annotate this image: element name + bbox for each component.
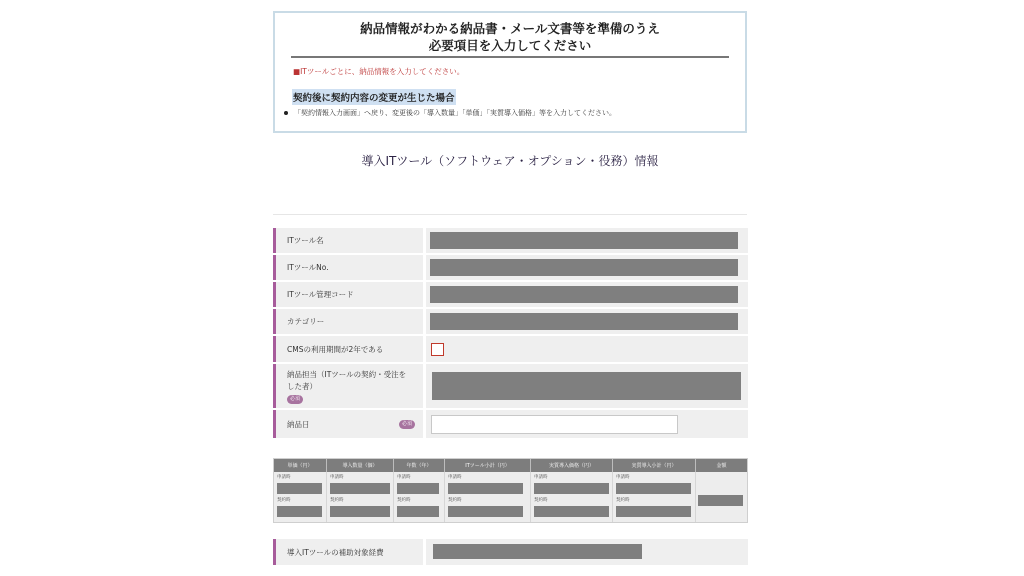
tool-subtotal-application-value — [448, 483, 523, 494]
tool-name-label: ITツール名 — [273, 228, 423, 253]
form-row-subsidy-expense — [273, 539, 748, 565]
notice-title — [275, 20, 745, 54]
subsidy-expense-field — [426, 539, 748, 565]
delivery-person-field — [426, 364, 748, 408]
cms-label: CMSの利用期間が2年である — [273, 336, 423, 362]
col-amount — [696, 472, 747, 522]
notice-box — [273, 11, 747, 133]
tool-no-field — [426, 255, 748, 280]
notice-title-line1: 納品情報がわかる納品書・メール文書等を準備のうえ — [360, 21, 660, 36]
cms-checkbox[interactable] — [431, 343, 444, 356]
subsidy-expense-value — [433, 544, 642, 559]
header-actual-price: 実質導入価格（円） — [531, 459, 613, 472]
form-row-category — [273, 309, 748, 334]
header-tool-subtotal: ITツール小計（円） — [445, 459, 531, 472]
pricing-table — [273, 458, 748, 523]
tool-name-value — [430, 232, 738, 249]
category-field — [426, 309, 748, 334]
form-row-tool-name — [273, 228, 748, 253]
application-label: 申請時 — [277, 475, 291, 480]
cms-field — [426, 336, 748, 362]
actual-price-contract-value — [534, 506, 609, 517]
delivery-person-label — [273, 364, 423, 408]
contract-label: 契約時 — [397, 498, 411, 503]
header-amount: 金額 — [716, 463, 727, 469]
required-badge: 必須 — [287, 395, 303, 404]
bullet-icon — [284, 111, 288, 115]
amount-value — [698, 495, 743, 506]
pricing-table-header — [274, 459, 747, 472]
quantity-application-value — [330, 483, 390, 494]
tool-code-field — [426, 282, 748, 307]
contract-label: 契約時 — [330, 498, 344, 503]
delivery-person-label-line1: 納品担当（ITツールの契約・受注を — [287, 370, 407, 379]
header-actual-subtotal: 実質導入小計（円） — [613, 459, 696, 472]
years-contract-value — [397, 506, 439, 517]
delivery-person-value — [432, 372, 741, 400]
notice-title-line2: 必要項目を入力してください — [428, 38, 592, 53]
section-divider — [273, 214, 747, 215]
actual-subtotal-contract-value — [616, 506, 691, 517]
delivery-date-label — [273, 410, 423, 438]
subsidy-expense-label: 導入ITツールの補助対象経費 — [273, 539, 423, 565]
contract-label: 契約時 — [616, 498, 630, 503]
application-label: 申請時 — [616, 475, 630, 480]
unit-price-application-value — [277, 483, 322, 494]
tool-no-label: ITツールNo. — [273, 255, 423, 280]
pricing-table-body — [274, 472, 747, 522]
notice-subheading: 契約後に契約内容の変更が生じた場合 — [292, 89, 456, 105]
unit-price-contract-value — [277, 506, 322, 517]
col-unit-price — [274, 472, 327, 522]
delivery-date-label-text: 納品日 — [287, 419, 310, 429]
actual-subtotal-application-value — [616, 483, 691, 494]
application-label: 申請時 — [448, 475, 462, 480]
header-years: 年数（年） — [394, 459, 445, 472]
notice-red-note: ■ITツールごとに、納品情報を入力してください。 — [293, 67, 465, 76]
form-row-delivery-person — [273, 364, 748, 408]
header-quantity: 導入数量（個） — [327, 459, 394, 472]
category-label: カテゴリー — [273, 309, 423, 334]
actual-price-application-value — [534, 483, 609, 494]
notice-bullet — [284, 108, 616, 118]
tool-subtotal-contract-value — [448, 506, 523, 517]
section-title: 導入ITツール（ソフトウェア・オプション・役務）情報 — [361, 154, 659, 168]
tool-code-value — [430, 286, 738, 303]
contract-label: 契約時 — [534, 498, 548, 503]
col-actual-price — [531, 472, 613, 522]
application-label: 申請時 — [330, 475, 344, 480]
application-label: 申請時 — [534, 475, 548, 480]
form-row-delivery-date — [273, 410, 748, 438]
header-unit-price: 単価（円） — [274, 459, 327, 472]
category-value — [430, 313, 738, 330]
delivery-date-input[interactable] — [431, 415, 678, 434]
form-row-cms — [273, 336, 748, 362]
tool-no-value — [430, 259, 738, 276]
application-label: 申請時 — [397, 475, 411, 480]
notice-divider — [291, 56, 729, 58]
tool-name-field — [426, 228, 748, 253]
delivery-form — [273, 228, 748, 440]
required-badge: 必須 — [399, 420, 415, 429]
contract-label: 契約時 — [277, 498, 291, 503]
col-quantity — [327, 472, 394, 522]
delivery-date-field — [426, 410, 748, 438]
tool-code-label: ITツール管理コード — [273, 282, 423, 307]
col-tool-subtotal — [445, 472, 531, 522]
form-row-tool-no — [273, 255, 748, 280]
form-row-tool-code — [273, 282, 748, 307]
notice-bullet-text: 「契約情報入力画面」へ戻り、変更後の「導入数量」「単価」「実質導入価格」等を入力してください。 — [294, 109, 616, 117]
delivery-person-label-line2: した者） — [287, 382, 317, 391]
col-actual-subtotal — [613, 472, 696, 522]
quantity-contract-value — [330, 506, 390, 517]
years-application-value — [397, 483, 439, 494]
contract-label: 契約時 — [448, 498, 462, 503]
col-years — [394, 472, 445, 522]
